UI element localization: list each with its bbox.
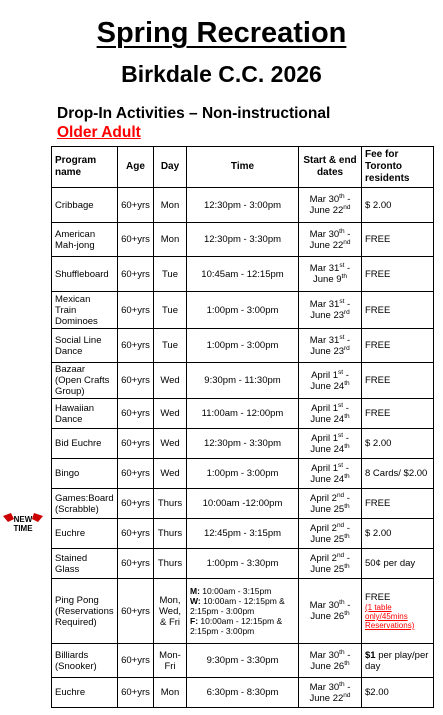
end-date-suffix: th bbox=[344, 442, 350, 450]
start-date: Mar 30 bbox=[309, 600, 340, 611]
cell-day: Mon bbox=[154, 188, 187, 223]
end-date: June 22 bbox=[309, 239, 344, 251]
cell-program: Stained Glass bbox=[52, 549, 118, 579]
cell-time: 12:30pm - 3:00pm bbox=[187, 188, 299, 223]
end-date-suffix: th bbox=[344, 562, 350, 570]
cell-fee bbox=[362, 292, 434, 329]
end-date: June 22 bbox=[309, 205, 344, 216]
table-row bbox=[52, 519, 434, 549]
cell-program: Bid Euchre bbox=[52, 429, 118, 459]
start-date-suffix: nd bbox=[336, 551, 345, 559]
end-date: June 25 bbox=[310, 563, 345, 575]
cell-program: Ping Pong (Reservations Required) bbox=[52, 579, 118, 644]
cell-dates: April 2nd - June 25th bbox=[299, 549, 362, 579]
cell-day: Mon bbox=[154, 223, 187, 257]
end-date: June 25 bbox=[310, 533, 345, 545]
start-date-suffix: st bbox=[339, 297, 345, 305]
cell-time: 9:30pm - 11:30pm bbox=[187, 363, 299, 399]
end-date: June 9 bbox=[313, 274, 342, 285]
table-row bbox=[52, 399, 434, 429]
cell-day: Wed bbox=[154, 399, 187, 429]
start-date-suffix: st bbox=[339, 261, 345, 269]
fee-amount: FREE bbox=[365, 408, 391, 419]
cell-age: 60+yrs bbox=[118, 363, 154, 399]
cell-program: Euchre bbox=[52, 678, 118, 708]
cell-age: 60+yrs bbox=[118, 292, 154, 329]
cell-time bbox=[187, 579, 299, 644]
cell-fee bbox=[362, 678, 434, 708]
cell-age: 60+yrs bbox=[118, 644, 154, 678]
badge-line-1: NEW bbox=[13, 515, 33, 524]
fee-amount: FREE bbox=[365, 268, 391, 280]
page-subtitle: Birkdale C.C. 2026 bbox=[121, 61, 322, 87]
table-row bbox=[52, 644, 434, 678]
cell-dates: April 1st - June 24th bbox=[299, 363, 362, 399]
cell-age: 60+yrs bbox=[118, 549, 154, 579]
time-line bbox=[190, 616, 295, 636]
cell-fee bbox=[362, 329, 434, 363]
time-line-day: W: bbox=[190, 596, 201, 606]
cell-day: Wed bbox=[154, 363, 187, 399]
fee-note: (1 table only/45mins Reservations) bbox=[365, 603, 415, 630]
cell-fee bbox=[362, 188, 434, 223]
cell-dates: Mar 30th - June 26th bbox=[299, 644, 362, 678]
fee-amount: FREE bbox=[365, 340, 391, 351]
cell-fee bbox=[362, 549, 434, 579]
cell-program: Hawaiian Dance bbox=[52, 399, 118, 429]
start-date: April 2 bbox=[310, 492, 337, 504]
table-row bbox=[52, 579, 434, 644]
header-program: Program name bbox=[52, 147, 118, 188]
fee-amount: FREE bbox=[365, 375, 391, 386]
cell-dates: April 1st - June 24th bbox=[299, 399, 362, 429]
new-time-badge-label bbox=[2, 515, 44, 533]
start-date: Mar 30 bbox=[309, 649, 340, 661]
header-fee: Fee for Toronto residents bbox=[362, 147, 434, 188]
group-heading: Older Adult bbox=[57, 124, 141, 141]
cell-program: Bingo bbox=[52, 459, 118, 489]
table-row bbox=[52, 363, 434, 399]
start-date-suffix: st bbox=[339, 333, 345, 341]
table-row bbox=[52, 489, 434, 519]
cell-time: 1:00pm - 3:30pm bbox=[187, 549, 299, 579]
start-date: Mar 31 bbox=[309, 263, 340, 274]
end-date: June 22 bbox=[309, 692, 344, 704]
end-date-suffix: th bbox=[344, 472, 350, 480]
end-date-suffix: th bbox=[344, 659, 350, 667]
cell-fee bbox=[362, 399, 434, 429]
page-title: Spring Recreation bbox=[96, 17, 347, 49]
fee-amount: FREE bbox=[365, 592, 391, 603]
start-date-suffix: st bbox=[338, 368, 344, 376]
cell-age: 60+yrs bbox=[118, 257, 154, 292]
header-dates: Start & end dates bbox=[299, 147, 362, 188]
end-date-suffix: nd bbox=[343, 203, 351, 211]
start-date: Mar 31 bbox=[309, 334, 340, 346]
start-date-suffix: nd bbox=[336, 521, 345, 529]
cell-time: 9:30pm - 3:30pm bbox=[187, 644, 299, 678]
cell-program: Euchre bbox=[52, 519, 118, 549]
start-date: April 2 bbox=[310, 552, 337, 564]
time-line-day: F: bbox=[190, 616, 199, 626]
cell-program: Social Line Dance bbox=[52, 329, 118, 363]
end-date: June 26 bbox=[310, 611, 345, 622]
fee-amount: FREE bbox=[365, 498, 391, 509]
cell-dates: April 2nd - June 25th bbox=[299, 519, 362, 549]
start-date-suffix: th bbox=[339, 598, 345, 606]
end-date: June 24 bbox=[310, 473, 345, 485]
cell-day: Mon-Fri bbox=[154, 644, 187, 678]
cell-program: Cribbage bbox=[52, 188, 118, 223]
time-line-text: 10:00am - 3:15pm bbox=[202, 586, 272, 596]
badge-line-2: TIME bbox=[13, 524, 33, 533]
schedule-table bbox=[51, 146, 434, 708]
end-date: June 24 bbox=[310, 413, 345, 425]
cell-time: 12:30pm - 3:30pm bbox=[187, 223, 299, 257]
end-date-suffix: th bbox=[344, 532, 350, 540]
cell-fee bbox=[362, 644, 434, 678]
cell-fee bbox=[362, 489, 434, 519]
cell-age: 60+yrs bbox=[118, 459, 154, 489]
time-line-text: 10:00am - 12:15pm & 2:15pm - 3:00pm bbox=[190, 616, 283, 636]
end-date: June 24 bbox=[310, 443, 345, 455]
cell-dates: April 1st - June 24th bbox=[299, 429, 362, 459]
start-date: Mar 30 bbox=[309, 228, 340, 240]
fee-amount: 50¢ per day bbox=[365, 558, 416, 569]
cell-program: Billiards (Snooker) bbox=[52, 644, 118, 678]
end-date-suffix: nd bbox=[343, 238, 351, 246]
table-row bbox=[52, 329, 434, 363]
header-day: Day bbox=[154, 147, 187, 188]
header-age: Age bbox=[118, 147, 154, 188]
time-line-day: M: bbox=[190, 586, 200, 596]
fee-amount: FREE bbox=[365, 304, 391, 316]
cell-time: 12:30pm - 3:30pm bbox=[187, 429, 299, 459]
start-date: April 1 bbox=[311, 369, 339, 381]
cell-fee bbox=[362, 519, 434, 549]
cell-dates: Mar 30th - June 26th bbox=[299, 579, 362, 644]
cell-age: 60+yrs bbox=[118, 678, 154, 708]
table-row bbox=[52, 188, 434, 223]
cell-day: Tue bbox=[154, 329, 187, 363]
end-date: June 26 bbox=[310, 660, 345, 672]
cell-time: 1:00pm - 3:00pm bbox=[187, 292, 299, 329]
cell-age: 60+yrs bbox=[118, 399, 154, 429]
end-date: June 23 bbox=[310, 310, 345, 321]
cell-age: 60+yrs bbox=[118, 329, 154, 363]
time-line bbox=[190, 586, 295, 596]
cell-day: Mon, Wed, & Fri bbox=[154, 579, 187, 644]
time-line bbox=[190, 596, 295, 616]
table-row bbox=[52, 429, 434, 459]
end-date: June 25 bbox=[310, 503, 345, 515]
cell-dates: Mar 31st - June 23rd bbox=[299, 292, 362, 329]
end-date-suffix: th bbox=[344, 412, 350, 420]
cell-day: Thurs bbox=[154, 549, 187, 579]
cell-program: American Mah-jong bbox=[52, 223, 118, 257]
end-date: June 24 bbox=[310, 380, 345, 392]
cell-age: 60+yrs bbox=[118, 429, 154, 459]
cell-fee bbox=[362, 363, 434, 399]
table-row bbox=[52, 223, 434, 257]
cell-time: 12:45pm - 3:15pm bbox=[187, 519, 299, 549]
cell-fee bbox=[362, 223, 434, 257]
cell-dates: April 1st - June 24th bbox=[299, 459, 362, 489]
cell-program: Bazaar (Open Crafts Group) bbox=[52, 363, 118, 399]
cell-dates: April 2nd - June 25th bbox=[299, 489, 362, 519]
fee-amount: 8 Cards/ $2.00 bbox=[365, 468, 428, 479]
start-date: April 2 bbox=[310, 522, 337, 534]
end-date-suffix: rd bbox=[344, 308, 350, 316]
start-date: Mar 30 bbox=[309, 194, 340, 205]
fee-detail: per play/per day bbox=[365, 649, 429, 672]
cell-dates: Mar 31st - June 23rd bbox=[299, 329, 362, 363]
cell-dates: Mar 30th - June 22nd bbox=[299, 188, 362, 223]
cell-fee bbox=[362, 579, 434, 644]
cell-day: Wed bbox=[154, 459, 187, 489]
start-date: Mar 30 bbox=[309, 681, 340, 693]
end-date: June 23 bbox=[310, 345, 345, 357]
cell-day: Mon bbox=[154, 678, 187, 708]
cell-time: 10:45am - 12:15pm bbox=[187, 257, 299, 292]
table-row bbox=[52, 459, 434, 489]
start-date: Mar 31 bbox=[309, 299, 340, 310]
cell-fee bbox=[362, 459, 434, 489]
start-date-suffix: st bbox=[338, 401, 344, 409]
cell-time: 6:30pm - 8:30pm bbox=[187, 678, 299, 708]
end-date-suffix: nd bbox=[343, 691, 351, 699]
table-row bbox=[52, 678, 434, 708]
table-row bbox=[52, 549, 434, 579]
end-date-suffix: th bbox=[344, 502, 350, 510]
time-line-text: 10:00am - 12:15pm & 2:15pm - 3:00pm bbox=[190, 596, 285, 616]
start-date-suffix: nd bbox=[336, 491, 345, 499]
start-date-suffix: st bbox=[338, 461, 344, 469]
header-time: Time bbox=[187, 147, 299, 188]
cell-age: 60+yrs bbox=[118, 579, 154, 644]
fee-amount: FREE bbox=[365, 234, 391, 245]
new-time-badge bbox=[2, 513, 44, 535]
cell-dates: Mar 30th - June 22nd bbox=[299, 678, 362, 708]
cell-time: 1:00pm - 3:00pm bbox=[187, 459, 299, 489]
cell-program: Shuffleboard bbox=[52, 257, 118, 292]
cell-program: Mexican Train Dominoes bbox=[52, 292, 118, 329]
table-header-row bbox=[52, 147, 434, 188]
start-date: April 1 bbox=[311, 432, 339, 444]
fee-amount: $ 2.00 bbox=[365, 438, 392, 449]
cell-time: 1:00pm - 3:00pm bbox=[187, 329, 299, 363]
cell-time: 10:00am -12:00pm bbox=[187, 489, 299, 519]
cell-age: 60+yrs bbox=[118, 519, 154, 549]
cell-age: 60+yrs bbox=[118, 489, 154, 519]
cell-age: 60+yrs bbox=[118, 223, 154, 257]
table-row bbox=[52, 257, 434, 292]
cell-fee bbox=[362, 257, 434, 292]
cell-day: Wed bbox=[154, 429, 187, 459]
start-date-suffix: th bbox=[339, 227, 345, 235]
start-date: April 1 bbox=[311, 462, 339, 474]
end-date-suffix: rd bbox=[344, 344, 350, 352]
fee-amount: $ 2.00 bbox=[365, 528, 392, 539]
cell-dates: Mar 30th - June 22nd bbox=[299, 223, 362, 257]
start-date-suffix: th bbox=[339, 680, 345, 688]
cell-day: Tue bbox=[154, 292, 187, 329]
cell-age: 60+yrs bbox=[118, 188, 154, 223]
cell-day: Thurs bbox=[154, 489, 187, 519]
section-heading: Drop-In Activities – Non-instructional bbox=[57, 105, 331, 122]
cell-dates: Mar 31st - June 9th bbox=[299, 257, 362, 292]
start-date-suffix: th bbox=[339, 192, 345, 200]
cell-fee bbox=[362, 429, 434, 459]
cell-day: Tue bbox=[154, 257, 187, 292]
start-date-suffix: th bbox=[339, 648, 345, 656]
cell-day: Thurs bbox=[154, 519, 187, 549]
cell-time: 11:00am - 12:00pm bbox=[187, 399, 299, 429]
fee-amount: $ 2.00 bbox=[365, 199, 392, 211]
end-date-suffix: th bbox=[341, 272, 347, 280]
start-date: April 1 bbox=[311, 402, 339, 414]
end-date-suffix: th bbox=[344, 379, 350, 387]
end-date-suffix: th bbox=[344, 609, 350, 617]
cell-program: Games:Board (Scrabble) bbox=[52, 489, 118, 519]
start-date-suffix: st bbox=[338, 431, 344, 439]
fee-amount: $1 bbox=[365, 649, 376, 661]
table-row bbox=[52, 292, 434, 329]
fee-amount: $2.00 bbox=[365, 687, 389, 698]
